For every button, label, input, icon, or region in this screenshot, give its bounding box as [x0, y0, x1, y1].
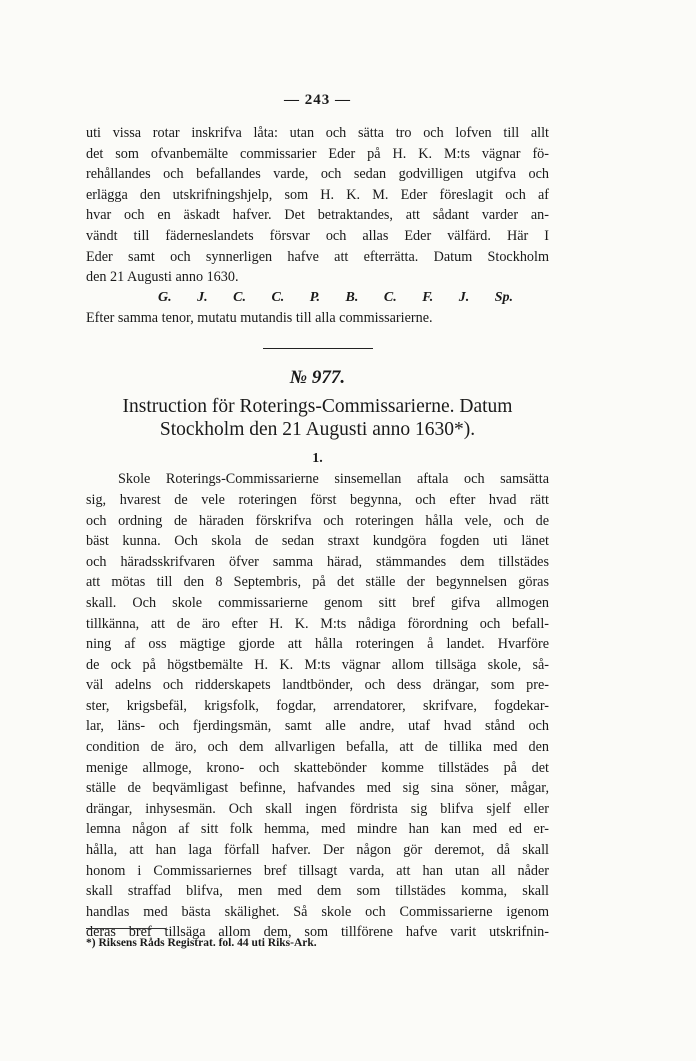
text-line: ning af oss mägtige gjorde att hålla roteringen å landet. Hvarföre [86, 636, 549, 653]
text-line: honom i Commissariernes bref tillsagt varda, att han utan all nåder [86, 862, 549, 879]
text-line: deras bref tillsäga allom dem, som tillförene hafve varit utskrifnin- [86, 924, 549, 941]
text-line: skall straffad blifva, men med dem som tillstädes komma, skall [86, 883, 549, 900]
divider [263, 348, 373, 349]
text-line: lemna någon af sitt folk hemma, med mindre han kan med ed er- [86, 821, 549, 838]
text-line: ställe de beqvämligast befinne, hafvandes med sig sina söner, mågar, [86, 780, 549, 797]
text-line: Eder samt och synnerligen hafve att efterrätta. Datum Stockholm [86, 248, 549, 265]
text-line: menige allmoge, krono- och skattebönder komme tillstädes på det [86, 759, 549, 776]
text-line: uti vissa rotar inskrifva låta: utan och sätta tro och lofven till allt [86, 125, 549, 141]
text-line: ster, krigsbefäl, krigsfolk, fogdar, arrendatorer, skrifvare, fogdekar- [86, 697, 549, 714]
text-line: drängar, inhysesmän. Och skall ingen fördrista sig blifva sjelf eller [86, 800, 549, 817]
text-line: den 21 Augusti anno 1630. [86, 269, 239, 286]
title-line: Stockholm den 21 Augusti anno 1630*). [159, 419, 476, 441]
footnote: *) Riksens Råds Registrat. fol. 44 uti Riks-Ark. [86, 937, 317, 949]
text-line: skall. Och skole commissarierne genom sitt bref gifva allmogen [86, 594, 549, 611]
section-number: 1. [312, 451, 323, 467]
text-line: lar, läns- och fjerdingsmän, samt alle andre, utaf hvad stånd och [86, 718, 549, 735]
page-number: — 243 — [284, 92, 351, 108]
footnote-rule [86, 928, 166, 929]
text-line: rehållandes och befallandes varde, och sedan godvilligen utgifva och [86, 166, 549, 183]
text-line: vändt till fäderneslandets försvar och allas Eder välfärd. Här I [86, 227, 549, 244]
intro-paragraph [86, 123, 549, 288]
text-line: att mötas till den 8 Septembris, på det ställe der begynnelsen göras [86, 574, 549, 591]
text-line: bäst kunna. Och skola de sedan straxt kundgöra fogden uti länet [86, 533, 549, 550]
text-line: Skole Roterings-Commissarierne sinsemellan aftala och samsätta [118, 471, 549, 488]
text-line: det som ofvanbemälte commissarier Eder på H. K. M:ts vägnar fö- [86, 145, 549, 162]
text-line: handlas med bästa skälighet. Så skole och Commissarierne igenom [86, 903, 549, 920]
document-number: № 977. [289, 367, 346, 389]
text-line: sig, hvarest de vele roteringen först begynna, och efter hvad rätt [86, 491, 549, 508]
document-title [86, 395, 549, 441]
text-line: de ock på högstbemälte H. K. M:ts vägnar allom tillsäga skole, så- [86, 656, 549, 673]
signatures: G. J. C. C. P. B. C. F. J. Sp. [158, 289, 514, 305]
text-line: och ordning de häraden förskrifva och roteringen hålla vele, och de [86, 512, 549, 529]
text-line: väl adelns och ridderskapets landtbönder, och dess drängar, som pre- [86, 677, 549, 694]
after-text: Efter samma tenor, mutatu mutandis till alla commissarierne. [86, 309, 433, 326]
text-line: erlägga den utskrifningshjelp, som H. K. M. Eder föreslagit och af [86, 186, 549, 203]
text-line: och häradsskrifvaren öfver samma härad, stämmandes dem tillstädes [86, 553, 549, 570]
page-content [86, 92, 549, 943]
text-line: hvar och en äskadt hafver. Det betraktandes, att sådant varder an- [86, 207, 549, 224]
text-line: hålla, att han laga förfall hafver. Der någon gör deremot, då skall [86, 842, 549, 859]
text-line: condition de äro, och dem allvarligen befalla, att de tillika med den [86, 739, 549, 756]
body-paragraph [86, 469, 549, 943]
text-line: tillkänna, att de äro efter H. K. M:ts nådiga förordning och befall- [86, 615, 549, 632]
title-line: Instruction för Roterings-Commissarierne. Datum [122, 396, 513, 418]
